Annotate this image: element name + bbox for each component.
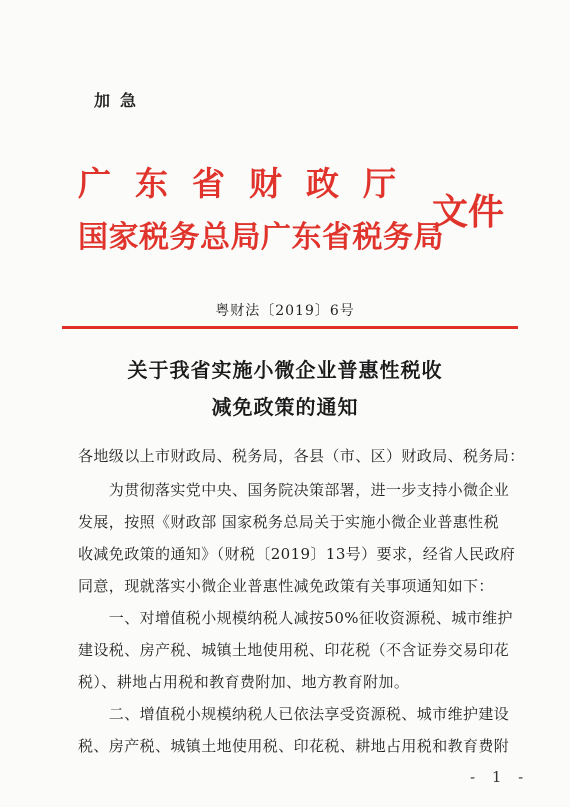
urgency-label: 加急 bbox=[94, 91, 147, 110]
title-line-1: 关于我省实施小微企业普惠性税收 bbox=[127, 358, 443, 382]
body-line: 建设税、房产税、城镇土地使用税、印花税（不含证券交易印花 bbox=[78, 641, 510, 659]
body-line: 税）、耕地占用税和教育费附加、地方教育附加。 bbox=[78, 673, 410, 691]
body-line: 为贯彻落实党中央、国务院决策部署，进一步支持小微企业 bbox=[78, 481, 510, 499]
body-line: 二、增值税小规模纳税人已依法享受资源税、城市维护建设 bbox=[78, 705, 510, 723]
body-line: 发展，按照《财政部 国家税务总局关于实施小微企业普惠性税 bbox=[78, 513, 499, 531]
red-divider bbox=[62, 326, 518, 329]
body-line: 同意，现就落实小微企业普惠性减免政策有关事项通知如下： bbox=[78, 577, 494, 595]
title-line-2: 减免政策的通知 bbox=[211, 395, 359, 419]
body-line: 各地级以上市财政局、税务局，各县（市、区）财政局、税务局： bbox=[78, 447, 525, 465]
page-number: - 1 - bbox=[470, 768, 530, 786]
body-line: 收减免政策的通知》（财税〔2019〕13号）要求，经省人民政府 bbox=[78, 545, 516, 563]
body-line: 一、对增值税小规模纳税人减按50%征收资源税、城市维护 bbox=[78, 609, 513, 627]
document-label: 文件 bbox=[432, 191, 505, 233]
issuer-line-1: 广东省财政厅 bbox=[78, 164, 420, 203]
issuer-line-2: 国家税务总局广东省税务局 bbox=[78, 220, 444, 255]
body-line: 税、房产税、城镇土地使用税、印花税、耕地占用税和教育费附 bbox=[78, 737, 510, 755]
document-number: 粤财法〔2019〕6号 bbox=[215, 303, 355, 319]
